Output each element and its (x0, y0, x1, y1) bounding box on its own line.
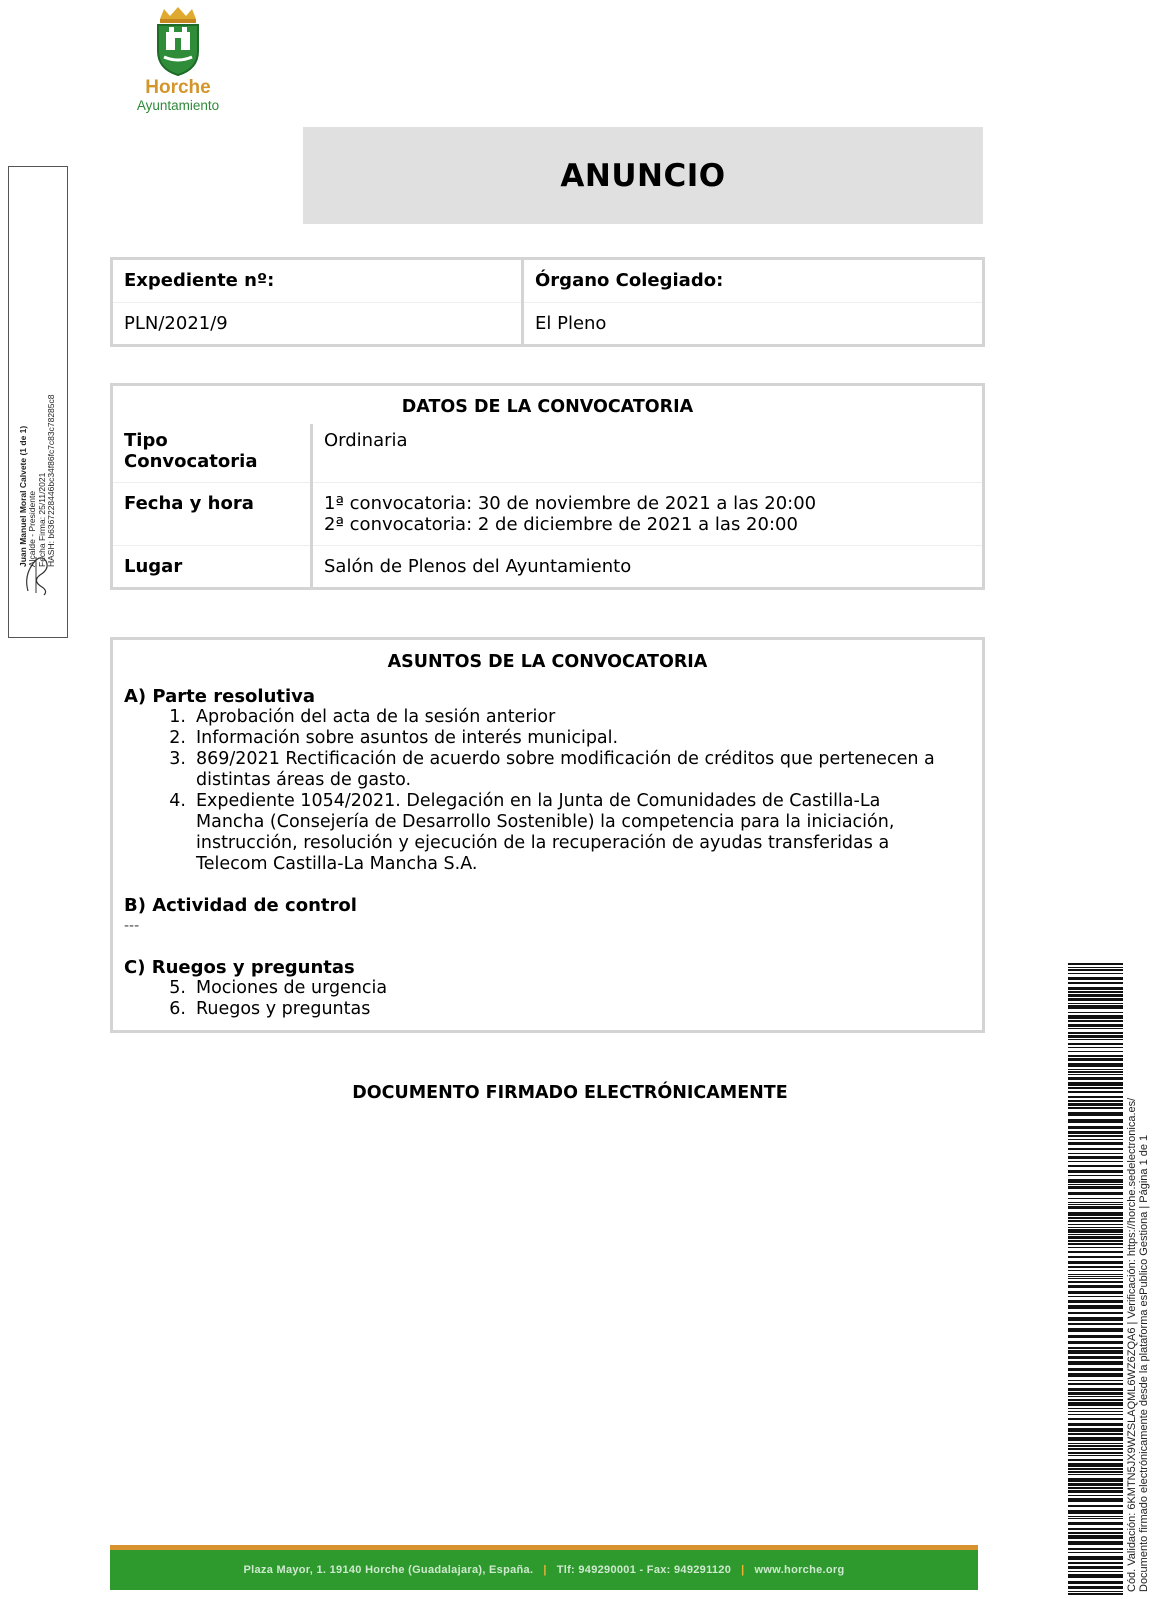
section-title: A) Parte resolutiva (124, 686, 316, 707)
tipo-label-line-1: Tipo (124, 430, 168, 451)
footer-phone: Tlf: 949290001 - Fax: 949291120 (556, 1564, 732, 1576)
section-empty-dash: --- (124, 918, 140, 934)
list-item: 2. Información sobre asuntos de interés municipal. (169, 728, 619, 748)
lugar-label: Lugar (124, 556, 183, 577)
title-banner (303, 127, 983, 224)
footer-web-link[interactable]: www.horche.org (754, 1564, 845, 1576)
footer-address: Plaza Mayor, 1. 19140 Horche (Guadalajara), España. (243, 1564, 534, 1576)
fecha-value (312, 483, 984, 546)
logo-name: Horche (145, 77, 211, 98)
fecha-label: Fecha y hora (112, 483, 312, 546)
list-item: 6. Ruegos y preguntas (169, 999, 371, 1019)
signature-text (19, 327, 77, 567)
barcode (1068, 963, 1123, 1595)
barcode-icon (1068, 963, 1123, 1595)
footer-separator: | (543, 1564, 547, 1576)
section-b (112, 885, 984, 947)
signature-date: Fecha Firma: 25/11/2021 (36, 472, 47, 567)
list-item: 4. Expediente 1054/2021. Delegación en la Junta de Comunidades de Castilla-La Mancha (Consejería de Desarrollo Sostenible) la competencia para la iniciación, instrucción, resolución y ejecución de la recuperación de ayudas transferidas a Telecom Castilla-La Mancha S.A. (169, 791, 895, 874)
datos-caption: DATOS DE LA CONVOCATORIA (401, 397, 694, 417)
signer-role: Alcalde - Presidente (27, 490, 38, 567)
fecha-line-1: 1ª convocatoria: 30 de noviembre de 2021 a las 20:00 (324, 493, 817, 514)
verification-line-2: Documento firmado electrónicamente desde la plataforma esPublico Gestiona | Página 1 de 1 (1138, 1134, 1150, 1592)
signature-box (8, 166, 68, 638)
signer-name: Juan Manuel Moral Calvete (1 de 1) (18, 425, 28, 567)
expediente-table (110, 257, 985, 347)
fecha-line-2: 2ª convocatoria: 2 de diciembre de 2021 a las 20:00 (324, 514, 798, 535)
asuntos-table (110, 637, 985, 1033)
organo-label: Órgano Colegiado: (523, 259, 984, 303)
section-title: C) Ruegos y preguntas (124, 957, 355, 978)
signature-hash: HASH: b6367228446bc34f86fc7c83c78285c8 (45, 394, 56, 567)
section-title: B) Actividad de control (124, 895, 357, 916)
datos-table (110, 383, 985, 590)
organo-value: El Pleno (523, 303, 984, 346)
verification-line-1: Cód. Validación: 6KMTN5JX9WZSLAQML6WZ6ZQA6 | Verificación: https://horche.sedelectronica.es/ (1126, 1097, 1138, 1592)
asuntos-caption: ASUNTOS DE LA CONVOCATORIA (387, 652, 708, 672)
lugar-value: Salón de Plenos del Ayuntamiento (312, 546, 984, 589)
footer (110, 1550, 978, 1590)
section-a (112, 680, 984, 885)
section-c (112, 947, 984, 1032)
tipo-label (112, 424, 312, 483)
list-item: 1. Aprobación del acta de la sesión anterior (169, 707, 556, 727)
list-item: 5. Mociones de urgencia (169, 978, 388, 998)
signed-note: DOCUMENTO FIRMADO ELECTRÓNICAMENTE (352, 1083, 788, 1103)
footer-separator: | (741, 1564, 745, 1576)
expediente-value: PLN/2021/9 (124, 313, 228, 334)
handwritten-signature-icon (22, 547, 54, 597)
page-title: ANUNCIO (560, 157, 726, 194)
tipo-value: Ordinaria (312, 424, 984, 483)
list-item: 3. 869/2021 Rectificación de acuerdo sobre modificación de créditos que pertenecen a distintas áreas de gasto. (169, 749, 935, 790)
coat-of-arms-icon (150, 5, 206, 77)
expediente-label: Expediente nº: (112, 259, 523, 303)
municipal-logo (118, 5, 238, 115)
tipo-label-line-2: Convocatoria (124, 451, 258, 472)
logo-subtitle: Ayuntamiento (136, 98, 220, 113)
verification-text (1126, 1032, 1156, 1592)
